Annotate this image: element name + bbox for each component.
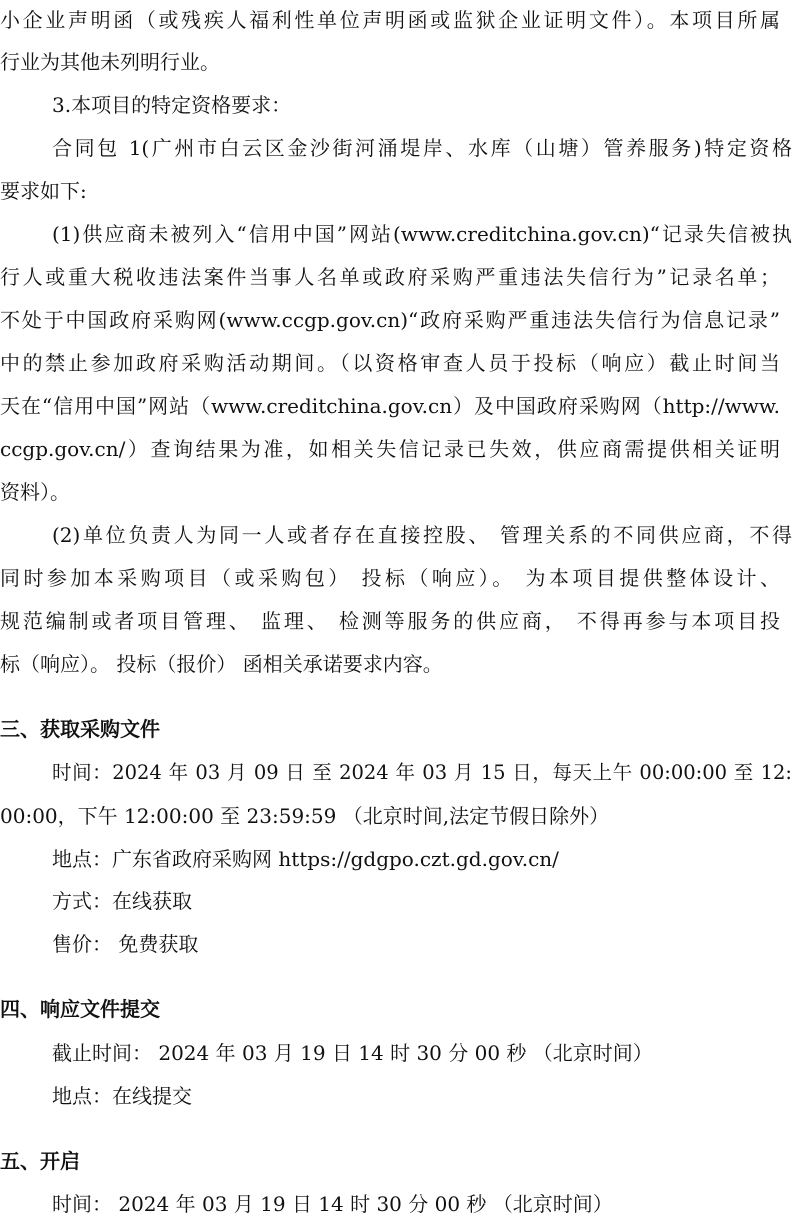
paragraph-line: 资料）。 [0,480,70,504]
info-line-opening-time: 时间： 2024 年 03 月 19 日 14 时 30 分 00 秒 （北京时间） [52,1192,613,1216]
info-line-deadline: 截止时间： 2024 年 03 月 19 日 14 时 30 分 00 秒 （北京时间） [52,1041,653,1065]
paragraph-line: 要求如下: [0,179,87,203]
paragraph-line: 中的禁止参加政府采购活动期间。（以资格审查人员于投标（响应）截止时间当 [0,351,780,375]
paragraph-line: 小企业声明函（或残疾人福利性单位声明函或监狱企业证明文件）。本项目所属 [0,8,780,32]
paragraph-line: 行人或重大税收违法案件当事人名单或政府采购严重违法失信行为”记录名单； [0,265,780,289]
paragraph-line: 合同包 1(广州市白云区金沙街河涌堤岸、水库（山塘）管养服务)特定资格 [52,136,792,160]
paragraph-line: 行业为其他未列明行业。 [0,50,220,74]
section-heading-submission: 四、响应文件提交 [0,997,160,1021]
paragraph-line: 同时参加本采购项目（或采购包） 投标（响应）。 为本项目提供整体设计、 [0,566,780,590]
info-line-time: 时间：2024 年 03 月 09 日 至 2024 年 03 月 15 日，每天上午 00:00:00 至 12: [52,761,792,784]
paragraph-line: ccgp.gov.cn/）查询结果为准，如相关失信记录已失效，供应商需提供相关证明 [0,437,780,461]
paragraph-line: (2)单位负责人为同一人或者存在直接控股、 管理关系的不同供应商，不得 [52,523,792,547]
info-line-price: 售价： 免费获取 [52,932,199,956]
paragraph-line: (1)供应商未被列入“信用中国”网站(www.creditchina.gov.cn)“记录失信被执 [52,222,792,246]
info-line-submit-location: 地点：在线提交 [52,1084,192,1108]
subsection-heading: 3.本项目的特定资格要求： [52,93,292,117]
paragraph-line: 天在“信用中国”网站（www.creditchina.gov.cn）及中国政府采购网（http://www. [0,394,780,418]
section-heading-obtain-documents: 三、获取采购文件 [0,717,160,741]
paragraph-line: 标（响应）。 投标（报价） 函相关承诺要求内容。 [0,652,443,676]
paragraph-line: 规范编制或者项目管理、 监理、 检测等服务的供应商， 不得再参与本项目投 [0,609,780,633]
info-line-time-cont: 00:00，下午 12:00:00 至 23:59:59 （北京时间,法定节假日除外） [0,804,610,828]
paragraph-line: 不处于中国政府采购网(www.ccgp.gov.cn)“政府采购严重违法失信行为信息记录” [0,308,780,332]
info-line-method: 方式：在线获取 [52,889,192,913]
info-line-location: 地点：广东省政府采购网 https://gdgpo.czt.gd.gov.cn/ [52,847,559,871]
section-heading-opening: 五、开启 [0,1149,80,1173]
